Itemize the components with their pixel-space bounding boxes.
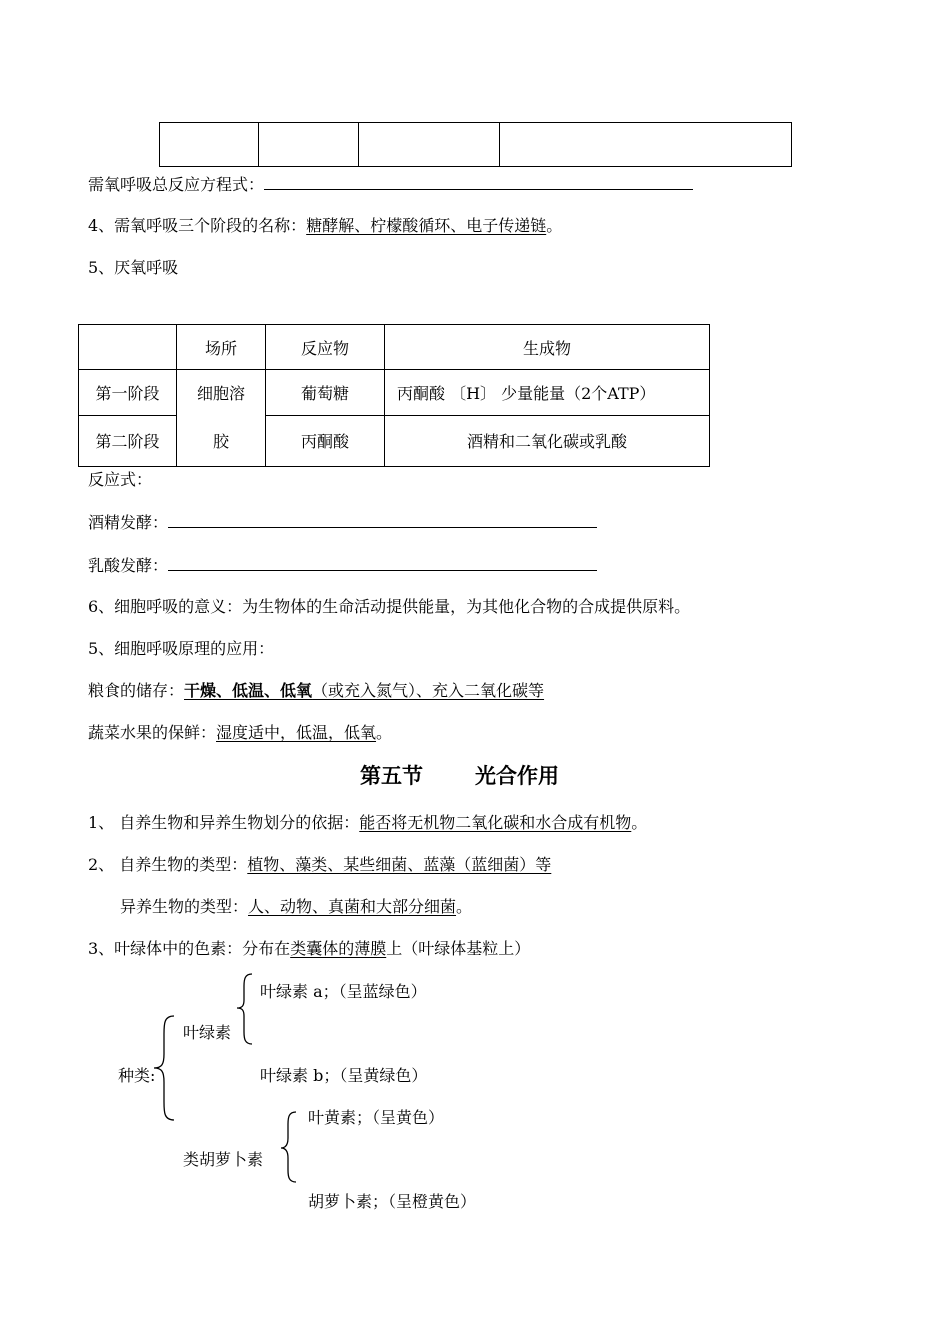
point-1-suffix: 。 — [631, 813, 648, 832]
pigment-root: 种类: — [118, 1066, 156, 1085]
top-table-cell — [359, 123, 500, 167]
section-title-right: 光合作用 — [475, 764, 559, 788]
item-5-title: 5、厌氧呼吸 — [88, 258, 179, 277]
point-2 — [88, 855, 551, 875]
veg-prefix: 蔬菜水果的保鲜： — [88, 723, 217, 742]
reaction-label: 反应式： — [88, 470, 153, 489]
grain-prefix: 粮食的储存： — [88, 681, 185, 700]
brace-carotenoid — [276, 1110, 306, 1186]
chlorophyll-b: 叶绿素 b；（呈黄绿色） — [260, 1066, 428, 1085]
grain-bold-answer: 干燥、低温、低氧 — [184, 681, 313, 700]
table-header: 场所 — [177, 325, 266, 370]
point-2b — [120, 897, 472, 917]
point-3 — [88, 939, 530, 959]
point-3-answer: 类囊体的薄膜 — [290, 939, 387, 958]
point-3-prefix: 3、叶绿体中的色素：分布在 — [88, 939, 291, 958]
brace-chlorophyll — [232, 972, 262, 1048]
lactic-line — [88, 556, 597, 576]
location-cell — [177, 370, 266, 467]
carotene: 胡萝卜素；（呈橙黄色） — [308, 1192, 477, 1211]
table-header — [79, 325, 177, 370]
top-table — [159, 122, 792, 167]
reactant-cell: 丙酮酸 — [266, 415, 385, 466]
product-cell: 酒精和二氧化碳或乳酸 — [385, 415, 710, 466]
product-cell: 丙酮酸 〔H〕 少量能量（2个ATP） — [385, 370, 710, 416]
location-line: 细胞溶 — [196, 384, 245, 403]
item-4-answer: 糖酵解、柠檬酸循环、电子传递链 — [306, 216, 547, 235]
xanthophyll: 叶黄素；（呈黄色） — [308, 1108, 445, 1127]
lactic-label: 乳酸发酵： — [88, 556, 169, 575]
point-2b-answer: 人、动物、真菌和大部分细菌 — [248, 897, 457, 916]
item-4-suffix: 。 — [546, 216, 563, 235]
answer-blank — [168, 513, 597, 528]
point-2-answer: 植物、藻类、某些细菌、蓝藻（蓝细菌）等 — [247, 855, 552, 874]
reactant-cell: 葡萄糖 — [266, 370, 385, 416]
point-1-answer: 能否将无机物二氧化碳和水合成有机物 — [359, 813, 632, 832]
top-table-cell — [160, 123, 259, 167]
top-table-cell — [259, 123, 359, 167]
veg-answer: 湿度适中，低温，低氧 — [216, 723, 377, 742]
anaerobic-table — [78, 324, 710, 467]
point-2-prefix: 2、 自养生物的类型： — [88, 855, 248, 874]
item-5b: 5、细胞呼吸原理的应用： — [88, 639, 275, 658]
carotenoid-label: 类胡萝卜素 — [183, 1150, 264, 1169]
alcohol-label: 酒精发酵： — [88, 513, 169, 532]
top-table-cell — [500, 123, 792, 167]
veg-suffix: 。 — [376, 723, 393, 742]
grain-answer: （或充入氮气）、充入二氧化碳等 — [312, 681, 545, 700]
item-4 — [88, 216, 562, 236]
aerobic-equation-label: 需氧呼吸总反应方程式： — [88, 175, 265, 194]
point-1-prefix: 1、 自养生物和异养生物划分的依据： — [88, 813, 360, 832]
answer-blank — [168, 556, 597, 571]
section-title — [360, 763, 559, 789]
item-4-prefix: 4、需氧呼吸三个阶段的名称： — [88, 216, 307, 235]
chlorophyll-a: 叶绿素 a；（呈蓝绿色） — [260, 982, 427, 1001]
stage-cell: 第一阶段 — [79, 370, 177, 416]
location-line: 胶 — [212, 432, 229, 451]
answer-blank — [264, 175, 693, 190]
point-1 — [88, 813, 647, 833]
aerobic-equation-line — [88, 175, 693, 195]
alcohol-line — [88, 513, 597, 533]
point-2b-suffix: 。 — [456, 897, 473, 916]
point-3-suffix: 上（叶绿体基粒上） — [386, 939, 531, 958]
table-header: 生成物 — [385, 325, 710, 370]
grain-storage — [88, 681, 544, 701]
veg-storage — [88, 723, 392, 743]
item-6: 6、细胞呼吸的意义：为生物体的生命活动提供能量，为其他化合物的合成提供原料。 — [88, 597, 691, 616]
point-2b-prefix: 异养生物的类型： — [120, 897, 249, 916]
table-header: 反应物 — [266, 325, 385, 370]
stage-cell: 第二阶段 — [79, 415, 177, 466]
section-title-left: 第五节 — [360, 764, 423, 788]
chlorophyll-label: 叶绿素 — [183, 1023, 232, 1042]
